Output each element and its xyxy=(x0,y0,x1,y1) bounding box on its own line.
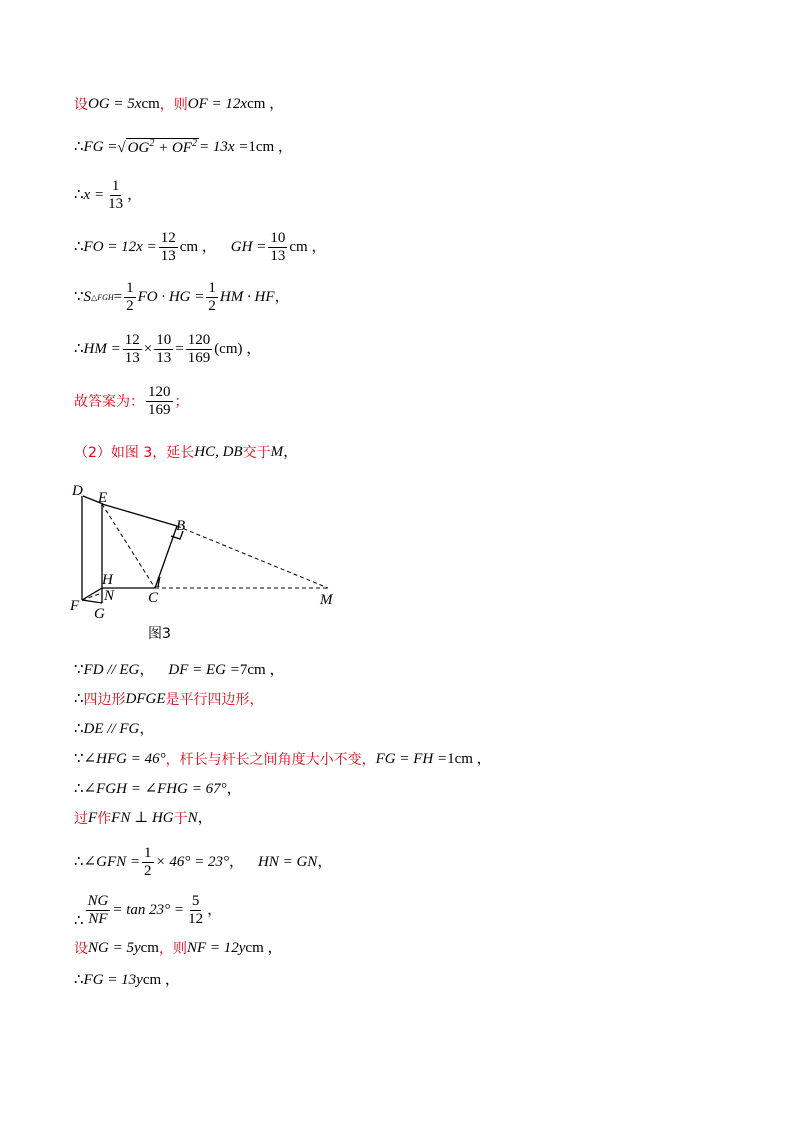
label-B: B xyxy=(176,518,186,534)
solution-line-4: ∴ FO = 12x = $\frac{12}{13}$ cm ， GH = $\frac{10}{13}$ cm ， xyxy=(74,230,327,265)
solution-line-18: ∴ FG = 13y cm ， xyxy=(74,972,180,988)
fraction: $\frac{NG}{NF}$ xyxy=(87,893,109,928)
label-N: N xyxy=(104,588,115,604)
fraction: $\frac{1}{13}$ xyxy=(108,178,124,213)
solution-line-16: ∴ $\frac{NG}{NF}$ = tan 23° = $\frac{5}{12}$ ， xyxy=(74,893,223,929)
fraction: $\frac{10}{13}$ xyxy=(156,332,172,367)
label-M: M xyxy=(320,592,333,608)
figure-caption: 图3 xyxy=(148,626,171,642)
solution-line-6: ∴ HM = $\frac{12}{13}$ × $\frac{10}{13}$ = $\frac{120}{169}$ (cm) ， xyxy=(74,332,262,367)
fraction: $\frac{1}{2}$ xyxy=(144,845,152,880)
fraction: $\frac{10}{13}$ xyxy=(270,230,286,265)
label-D: D xyxy=(72,483,83,499)
fraction: $\frac{12}{13}$ xyxy=(124,332,140,367)
fraction: $\frac{1}{2}$ xyxy=(208,280,216,315)
solution-line-5: ∵ S △FGH = $\frac{1}{2}$ FO · HG = $\frac{1}{2}$ HM · HF ， xyxy=(74,280,290,315)
label-E: E xyxy=(98,490,108,506)
label-F: F xyxy=(70,598,80,614)
solution-line-12: ∵ ∠HFG = 46° ，杆长与杆长之间角度大小不变， FG = FH = 1cm ， xyxy=(74,751,492,768)
solution-line-15: ∴ ∠GFN = $\frac{1}{2}$ × 46° = 23° ， HN = GN ， xyxy=(74,845,333,880)
fraction: $\frac{5}{12}$ xyxy=(188,893,204,928)
solution-line-11: ∴ DE // FG ， xyxy=(74,721,155,737)
fraction: $\frac{120}{169}$ xyxy=(148,384,171,419)
geometry-diagram xyxy=(60,480,360,645)
solution-line-1: 设 OG = 5x cm ，则 OF = 12x cm ， xyxy=(74,96,285,113)
solution-line-10: ∴ 四边形 DFGE 是平行四边形， xyxy=(74,691,264,708)
solution-line-17: 设 NG = 5y cm ，则 NF = 12y cm ， xyxy=(74,940,283,957)
solution-line-3: ∴ x = $\frac{1}{13}$ ， xyxy=(74,178,143,213)
fraction: $\frac{120}{169}$ xyxy=(187,332,211,367)
square-root: √ $OG^2 + OF^2$ xyxy=(117,138,197,156)
label-I: I xyxy=(156,575,161,591)
solution-line-9: ∵ FD // EG ， DF = EG = 7cm ， xyxy=(74,662,285,678)
label-C: C xyxy=(148,590,159,606)
answer-line: 故答案为： $\frac{120}{169}$ ； xyxy=(74,384,189,419)
label-H: H xyxy=(102,572,113,588)
fraction: $\frac{12}{13}$ xyxy=(160,230,176,265)
part-2-heading: （2）如图 3，延长 HC, DB 交于 M ， xyxy=(74,444,299,461)
solution-line-13: ∴ ∠FGH = ∠FHG = 67° ， xyxy=(74,781,242,797)
solution-line-14: 过 F 作 FN ⊥ HG 于 N ， xyxy=(74,810,213,827)
fraction: $\frac{1}{2}$ xyxy=(126,280,134,315)
label-G: G xyxy=(94,606,105,622)
solution-line-2: ∴ FG = √ $OG^2 + OF^2$ = 13x = 1cm ， xyxy=(74,138,293,156)
figure-3 xyxy=(60,480,360,645)
